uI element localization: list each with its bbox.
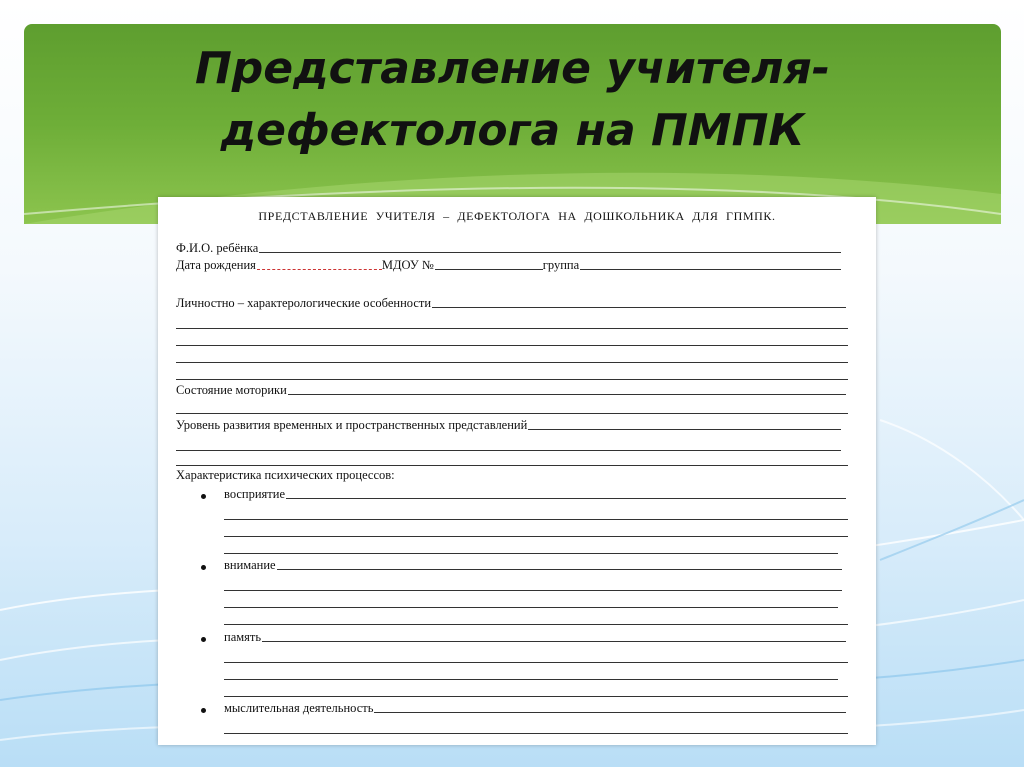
spatial-line-1 xyxy=(176,450,841,451)
memory-line-3 xyxy=(224,696,848,697)
fio-row xyxy=(176,240,841,256)
thinking-label: мыслительная деятельность xyxy=(224,701,374,715)
personality-field-line xyxy=(432,307,846,308)
form-heading: ПРЕДСТАВЛЕНИЕ УЧИТЕЛЯ – ДЕФЕКТОЛОГА НА ДОШКОЛЬНИКА ДЛЯ ГПМПК. xyxy=(258,209,776,223)
motor-field-line xyxy=(288,394,846,395)
mental-header-row xyxy=(176,467,576,483)
fio-field-line xyxy=(259,252,841,253)
perception-line-3 xyxy=(224,553,838,554)
slide-title xyxy=(24,38,1001,162)
thinking-line-1 xyxy=(224,733,848,734)
attention-field-line xyxy=(277,569,842,570)
perception-field-line xyxy=(286,498,846,499)
attention-line-2 xyxy=(224,607,838,608)
slide-title-line-1: Представление учителя- xyxy=(194,43,831,94)
group-field-line xyxy=(580,269,841,270)
perception-line-1 xyxy=(224,519,848,520)
personality-label: Личностно – характерологические особенности xyxy=(176,296,432,310)
memory-line-2 xyxy=(224,679,838,680)
perception-line-2 xyxy=(224,536,848,537)
personality-line-2 xyxy=(176,345,848,346)
attention-row xyxy=(224,557,842,573)
bullet-memory xyxy=(201,637,206,642)
mdou-field-line xyxy=(435,269,543,270)
thinking-field-line xyxy=(374,712,846,713)
perception-label: восприятие xyxy=(224,487,286,501)
personality-line-1 xyxy=(176,328,848,329)
attention-label: внимание xyxy=(224,558,276,572)
form-document xyxy=(158,197,876,745)
memory-row xyxy=(224,629,846,645)
birth-row xyxy=(176,257,841,273)
mental-header: Характеристика психических процессов: xyxy=(176,468,395,482)
attention-line-1 xyxy=(224,590,842,591)
birth-label: Дата рождения xyxy=(176,258,256,272)
memory-line-1 xyxy=(224,662,848,663)
bullet-perception xyxy=(201,494,206,499)
motor-label: Состояние моторики xyxy=(176,383,287,397)
birth-field-line xyxy=(257,269,382,270)
bullet-attention xyxy=(201,565,206,570)
slide-title-line-2: дефектолога на ПМПК xyxy=(220,105,805,156)
motor-line-1 xyxy=(176,413,848,414)
spatial-label: Уровень развития временных и пространственных представлений xyxy=(176,418,528,432)
fio-label: Ф.И.О. ребёнка xyxy=(176,241,259,255)
memory-label: память xyxy=(224,630,262,644)
motor-row xyxy=(176,382,846,398)
thinking-row xyxy=(224,700,846,716)
spatial-line-2 xyxy=(176,465,848,466)
spatial-field-line xyxy=(528,429,841,430)
personality-row xyxy=(176,295,846,311)
attention-line-3 xyxy=(224,624,848,625)
personality-line-4 xyxy=(176,379,848,380)
spatial-row xyxy=(176,417,841,433)
bullet-thinking xyxy=(201,708,206,713)
personality-line-3 xyxy=(176,362,848,363)
group-label: группа xyxy=(542,258,580,272)
perception-row xyxy=(224,486,846,502)
mdou-label: МДОУ № xyxy=(381,258,434,272)
memory-field-line xyxy=(262,641,846,642)
